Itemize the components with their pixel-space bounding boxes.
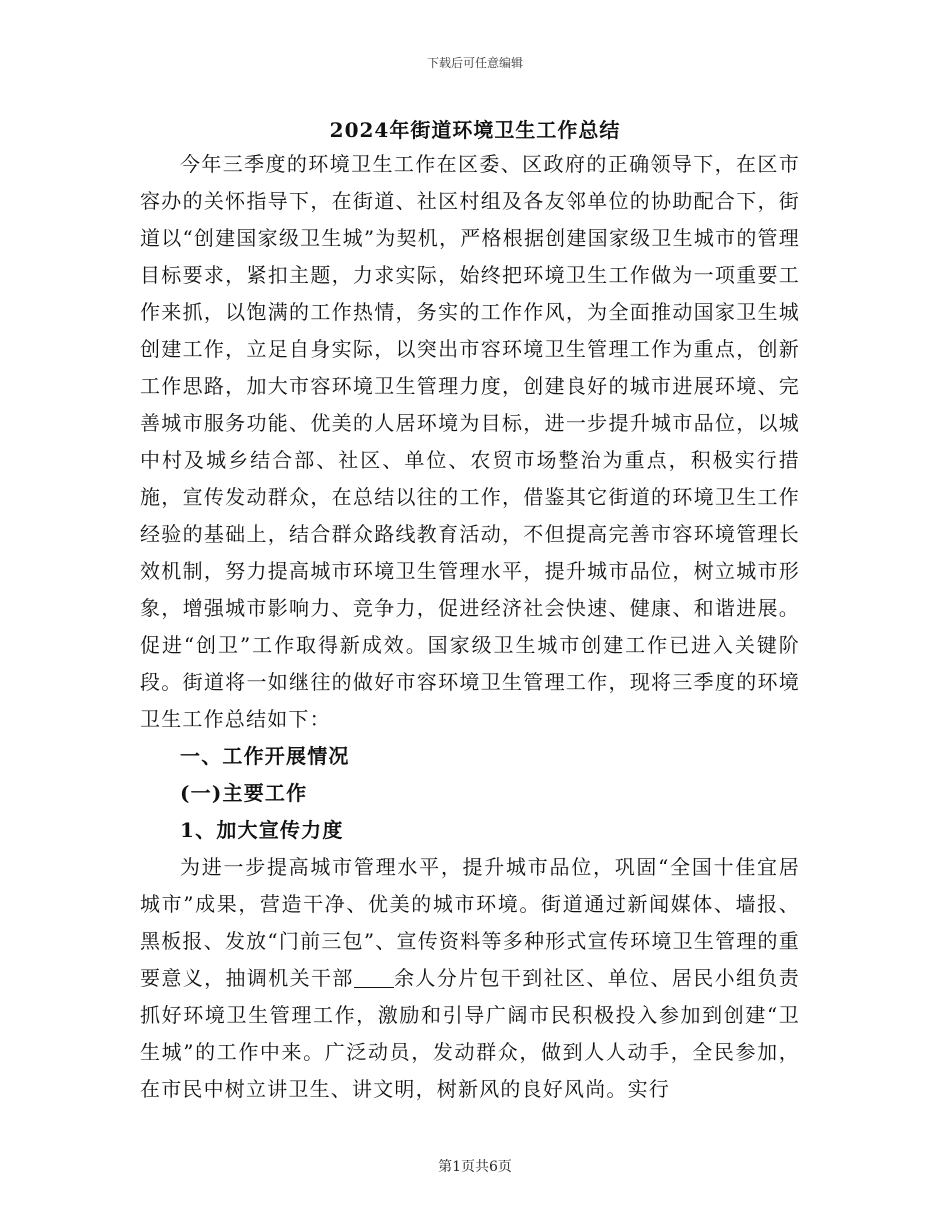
publicity-text-part2: 余人分片包干到社区、单位、居民小组负责抓好环境卫生管理工作，激励和引导广阔市民积极投入参加到创建“卫生城”的工作中来。广泛动员，发动群众，做到人人动手，全民参加，在市民中树立讲卫生、讲文明，树新风的良好风尚。实行	[140, 966, 800, 1101]
page-footer: 第1页共6页	[438, 1159, 512, 1175]
item-heading: 1、加大宣传力度	[180, 818, 344, 842]
subsection-heading: (一)主要工作	[180, 781, 308, 805]
section-heading: 一、工作开展情况	[180, 744, 350, 768]
publicity-text-part1: 为进一步提高城市管理水平，提升城市品位，巩固“全国十佳宜居城市”成果，营造干净、优美的城市环境。街道通过新闻媒体、墙报、黑板报、发放“门前三包”、宣传资料等多种形式宣传环境卫生管理的重要意义，抽调机关干部	[140, 855, 800, 990]
fill-in-blank	[354, 967, 394, 988]
page-header: 下载后可任意编辑	[426, 56, 523, 70]
document-title: 2024年街道环境卫生工作总结	[329, 118, 621, 142]
intro-paragraph: 今年三季度的环境卫生工作在区委、区政府的正确领导下，在区市容办的关怀指导下，在街道、社区村组及各友邻单位的协助配合下，街道以“创建国家级卫生城”为契机，严格根据创建国家级卫生城市的管理目标要求，紧扣主题，力求实际，始终把环境卫生工作做为一项重要工作来抓，以饱满的工作热情，务实的工作作风，为全面推动国家卫生城创建工作，立足自身实际，以突出市容环境卫生管理工作为重点，创新工作思路，加大市容环境卫生管理力度，创建良好的城市进展环境、完善城市服务功能、优美的人居环境为目标，进一步提升城市品位，以城中村及城乡结合部、社区、单位、农贸市场整治为重点，积极实行措施，宣传发动群众，在总结以往的工作，借鉴其它街道的环境卫生工作经验的基础上，结合群众路线教育活动，不但提高完善市容环境管理长效机制，努力提高城市环境卫生管理水平，提升城市品位，树立城市形象，增强城市影响力、竞争力，促进经济社会快速、健康、和谐进展。促进“创卫”工作取得新成效。国家级卫生城市创建工作已进入关键阶段。街道将一如继往的做好市容环境卫生管理工作，现将三季度的环境卫生工作总结如下：	[140, 152, 800, 731]
publicity-paragraph	[140, 849, 800, 1108]
document-body	[140, 146, 800, 1108]
